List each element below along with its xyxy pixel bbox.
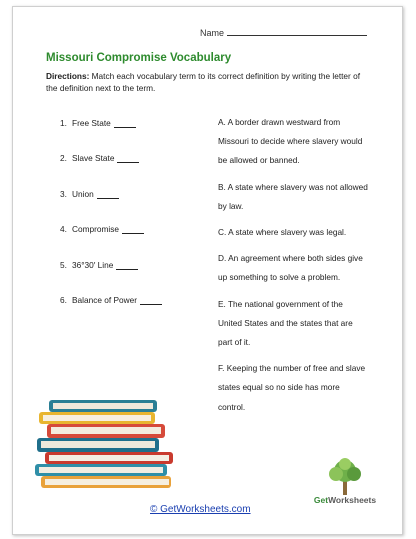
getworksheets-logo — [310, 455, 380, 515]
term-item — [60, 224, 210, 259]
term-item — [60, 260, 210, 295]
page-title: Missouri Compromise Vocabulary — [46, 52, 232, 64]
definition-item: F. Keeping the number of free and slave states equal so no side has more control. — [218, 363, 366, 412]
term-number: 4. — [60, 224, 67, 235]
tree-icon — [310, 455, 380, 497]
answer-blank[interactable] — [97, 189, 119, 199]
term-number: 5. — [60, 259, 67, 270]
definition-item: B. A state where slavery was not allowed by law. — [218, 181, 368, 211]
answer-blank[interactable] — [140, 295, 162, 305]
answer-blank[interactable] — [114, 118, 136, 128]
term-label: Balance of Power — [72, 294, 138, 305]
term-label: 36°30′ Line — [72, 259, 114, 270]
logo-part-get: Get — [313, 495, 329, 505]
getworksheets-link[interactable]: © GetWorksheets.com — [150, 504, 251, 515]
definition-item: A. A border drawn westward from Missouri to decide where slavery would be allowed or banned. — [218, 117, 363, 166]
name-label: Name — [200, 28, 225, 38]
term-number: 6. — [60, 294, 67, 305]
definition-item: C. A state where slavery was legal. — [218, 227, 347, 238]
term-item — [60, 153, 210, 188]
term-label: Free State — [72, 118, 111, 128]
directions-label: Directions: — [46, 71, 90, 81]
answer-blank[interactable] — [122, 224, 144, 234]
book-stack-illustration — [33, 398, 181, 490]
definition-item: E. The national government of the United States and the states that are part of it. — [218, 298, 353, 348]
term-item — [60, 118, 210, 153]
logo-part-worksheets: Worksheets — [328, 495, 377, 505]
term-number: 2. — [60, 153, 67, 164]
term-number: 3. — [60, 188, 67, 199]
name-field[interactable] — [200, 27, 367, 38]
term-label: Compromise — [72, 224, 120, 235]
term-label: Slave State — [72, 153, 115, 164]
definition-list — [218, 113, 368, 424]
term-list — [60, 118, 210, 330]
term-item — [60, 295, 210, 330]
directions-text: Match each vocabulary term to its correct definition by writing the letter of the definition next to the term. — [46, 71, 361, 93]
directions — [46, 70, 369, 94]
definition-item: D. An agreement where both sides give up something to solve a problem. — [218, 253, 363, 283]
term-item — [60, 189, 210, 224]
answer-blank[interactable] — [116, 260, 138, 270]
logo-text — [310, 495, 380, 505]
name-blank[interactable] — [227, 27, 367, 36]
term-number: 1. — [60, 118, 67, 128]
term-label: Union — [72, 188, 94, 199]
answer-blank[interactable] — [117, 153, 139, 163]
